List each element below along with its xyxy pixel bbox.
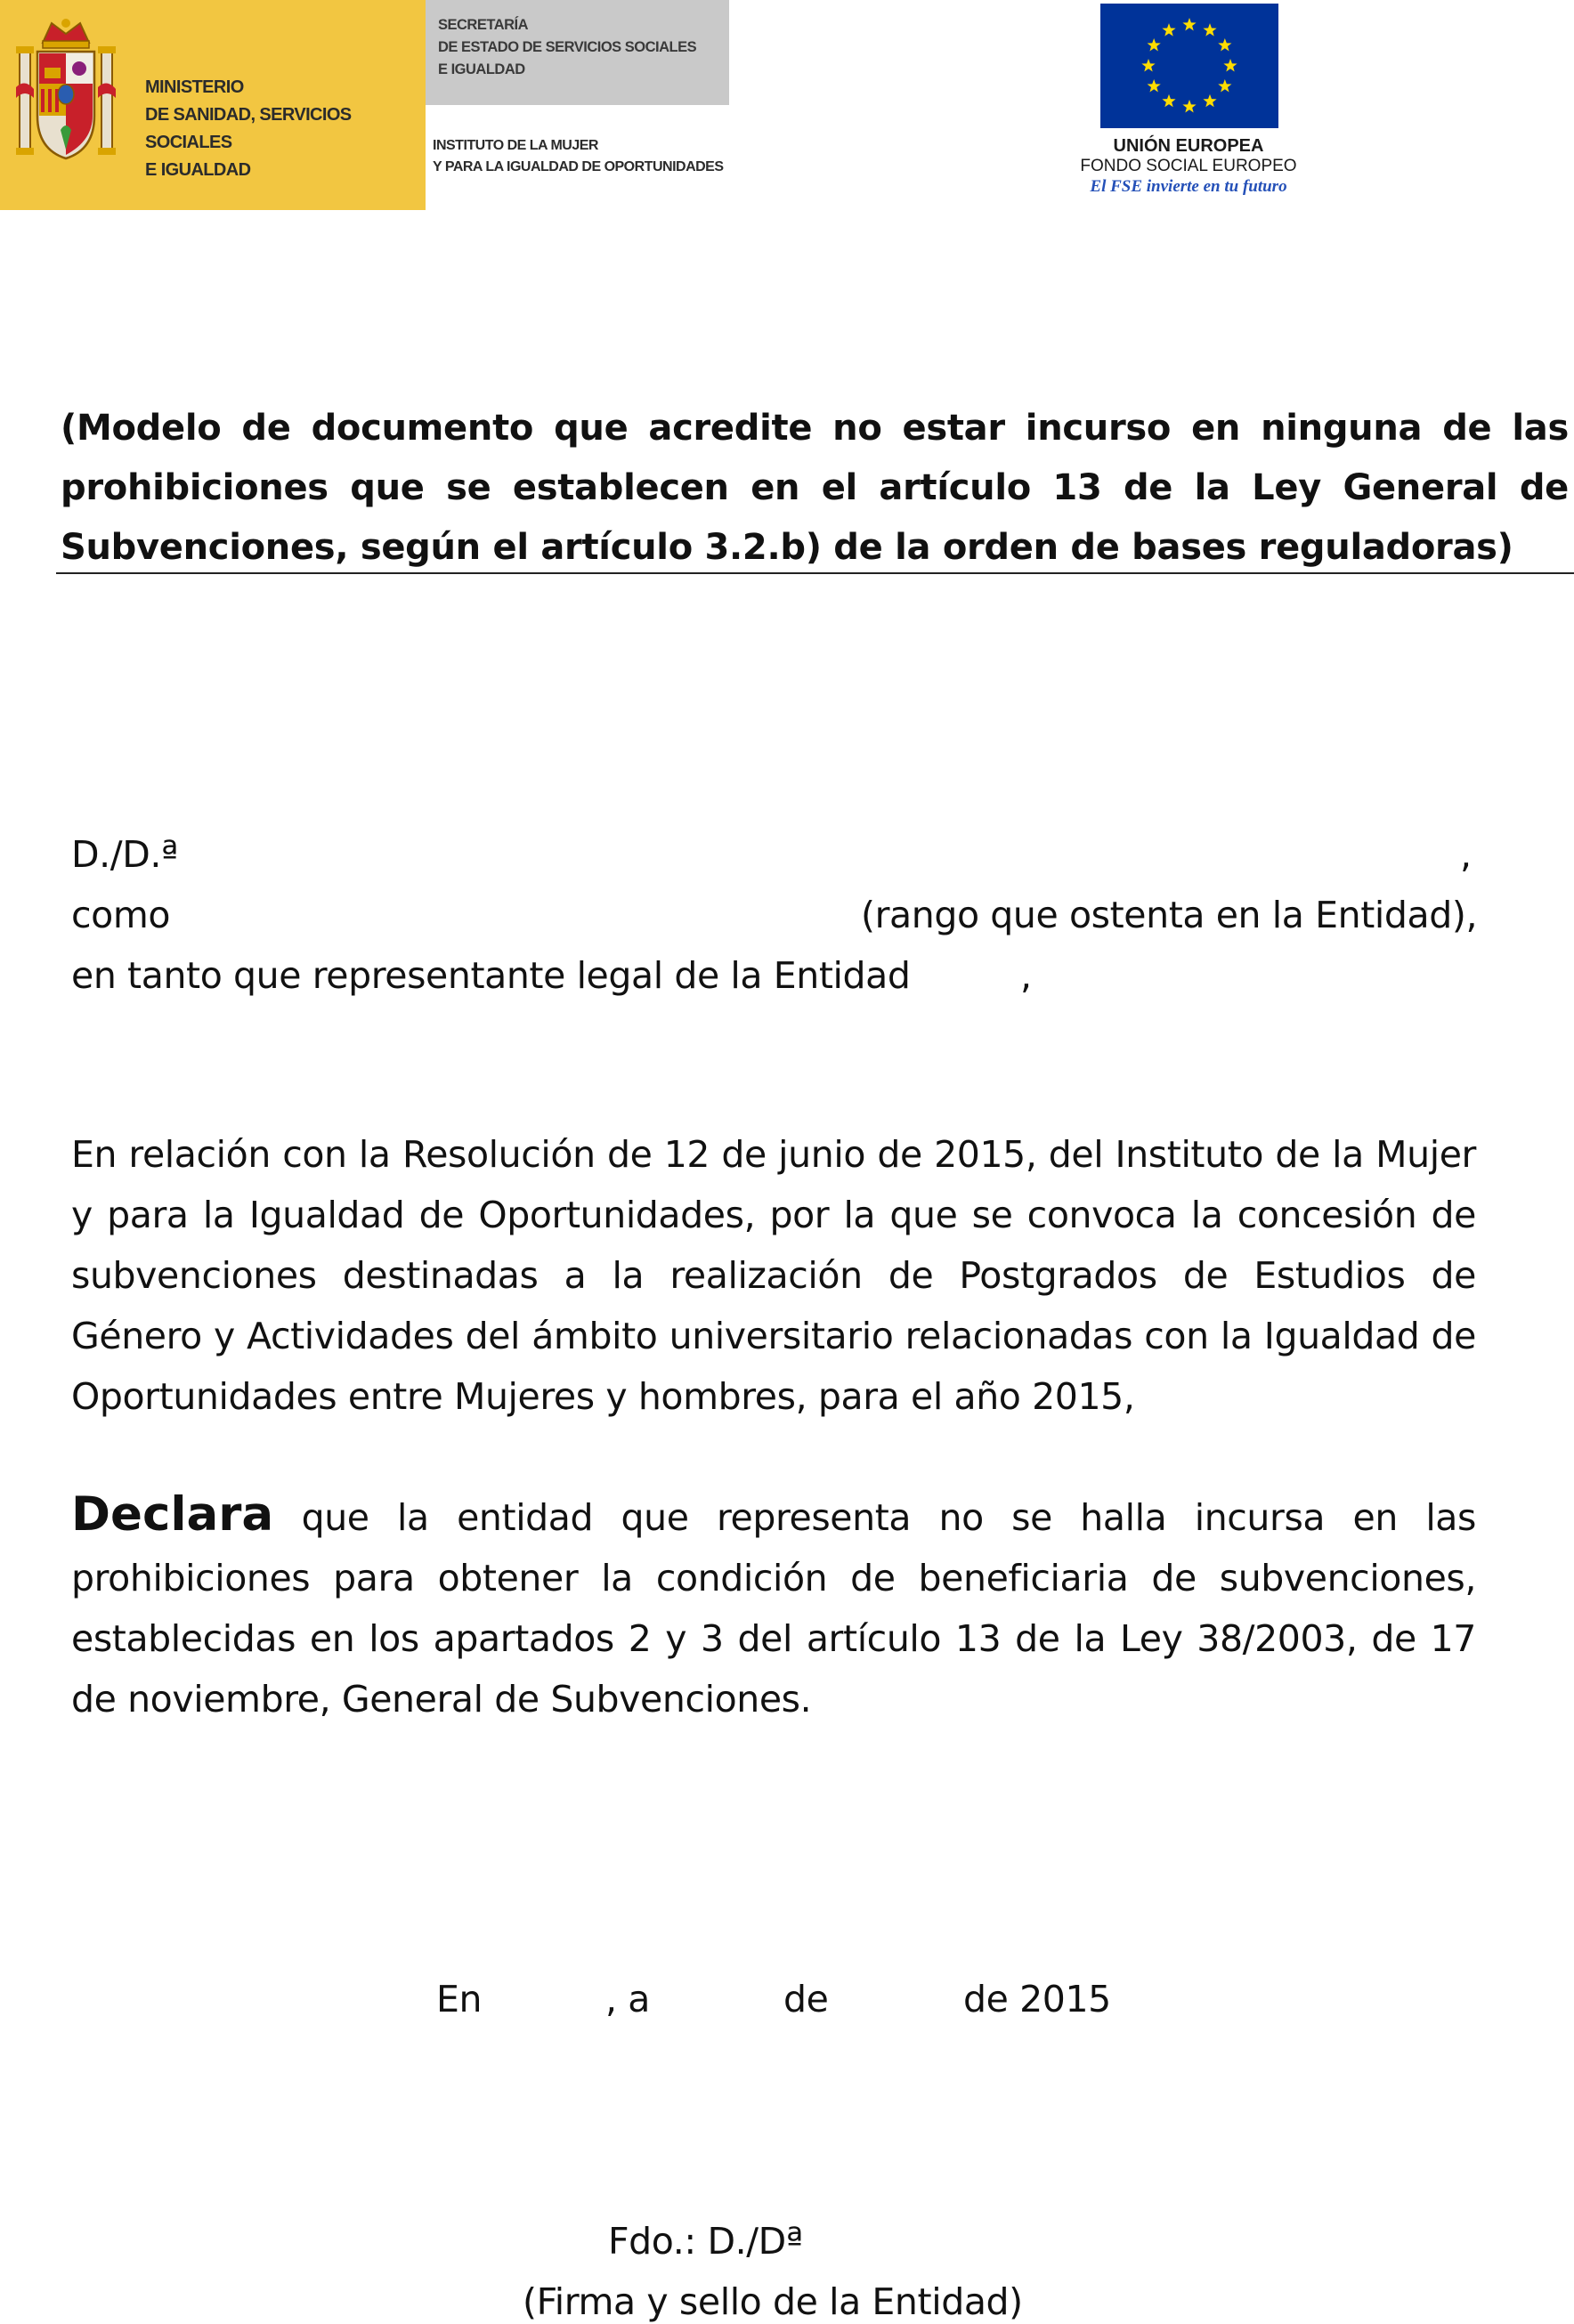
- secretaria-line-2: DE ESTADO DE SERVICIOS SOCIALES: [438, 39, 697, 55]
- document-heading: (Modelo de documento que acredite no estar incurso en ninguna de las prohibiciones que se establecen en el artículo 13 de la Ley General de Subvenciones, según el artículo 3.2.b) de la orden de bases reguladoras): [61, 408, 1569, 568]
- instituto-text: [433, 135, 726, 178]
- coat-of-arms-icon: [16, 16, 116, 167]
- role-field-hint: (rango que ostenta en la Entidad),: [861, 894, 1478, 936]
- date-day-label: , a: [605, 1978, 650, 2020]
- date-year-label: de 2015: [963, 1978, 1111, 2020]
- name-field-comma: ,: [1460, 833, 1472, 876]
- signature-label: Fdo.: D./Dª: [608, 2220, 803, 2263]
- declaration-text: que la entidad que representa no se halla incursa en las prohibiciones para obtener la condición de beneficiaria de subvenciones, establecidas en los apartados 2 y 3 del artículo 13 de la Ley 38/2003, de 17 de noviembre, General de Subvenciones.: [71, 1496, 1476, 1721]
- role-field-label: como: [71, 894, 171, 936]
- date-place-label: En: [436, 1978, 483, 2020]
- entity-field-label: en tanto que representante legal de la Entidad: [71, 954, 911, 997]
- eu-logo-text: [1024, 135, 1353, 198]
- ministry-line-2: DE SANIDAD, SERVICIOS SOCIALES: [145, 105, 352, 152]
- secretaria-text: [438, 14, 723, 81]
- eu-union-label: UNIÓN EUROPEA: [1113, 136, 1264, 156]
- ministry-logo: [0, 0, 426, 210]
- secretaria-line-3: E IGUALDAD: [438, 61, 525, 77]
- secretaria-label-block: [426, 0, 729, 105]
- resolution-paragraph: En relación con la Resolución de 12 de junio de 2015, del Instituto de la Mujer y para la Igualdad de Oportunidades, por la que se convoca la concesión de subvenciones destinadas a la realización de Postgrados de Estudios de Género y Actividades del ámbito universitario relacionadas con la Igualdad de Oportunidades entre Mujeres y hombres, para el año 2015,: [71, 1133, 1476, 1418]
- eu-flag-icon: [1100, 4, 1278, 128]
- instituto-line-1: INSTITUTO DE LA MUJER: [433, 138, 598, 153]
- declara-word: Declara: [71, 1487, 274, 1542]
- ministry-name: [145, 74, 421, 184]
- ministry-line-3: E IGUALDAD: [145, 160, 251, 180]
- entity-field-comma: ,: [1020, 954, 1032, 997]
- instituto-label-block: [426, 105, 729, 210]
- secretaria-line-1: SECRETARÍA: [438, 17, 529, 33]
- name-field-label: D./D.ª: [71, 833, 178, 876]
- date-month-label: de: [783, 1978, 829, 2020]
- declaration-paragraph: [71, 1485, 1476, 1729]
- heading-underline: [56, 572, 1574, 574]
- signature-note: (Firma y sello de la Entidad): [523, 2280, 1023, 2323]
- ministry-line-1: MINISTERIO: [145, 77, 244, 97]
- eu-fondo-label: FONDO SOCIAL EUROPEO: [1080, 157, 1297, 175]
- instituto-line-2: Y PARA LA IGUALDAD DE OPORTUNIDADES: [433, 159, 724, 174]
- eu-slogan: El FSE invierte en tu futuro: [1090, 177, 1287, 196]
